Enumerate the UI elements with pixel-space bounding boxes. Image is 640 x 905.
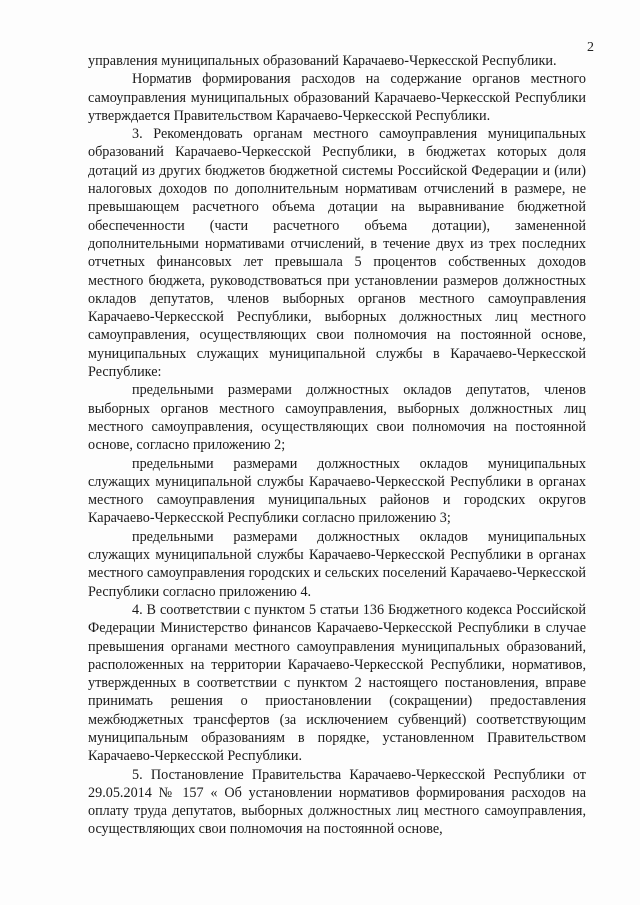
paragraph-item-5: 5. Постановление Правительства Карачаево-Черкесской Республики от 29.05.2014 № 157 « Об установлении нормативов формирования расходов на оплату труда депутатов, выборных должностных лиц местного самоуправления, осуществляющих свои полномочия на постоянной основе, [88, 766, 586, 838]
paragraph-limit-deputies: предельными размерами должностных окладов депутатов, членов выборных органов местного самоуправления, выборных должностных лиц местного самоуправления, осуществляющих свои полномочия на постоянной основе, согласно приложению 2; [88, 382, 586, 454]
document-body [88, 52, 586, 839]
page-number: 2 [587, 40, 594, 55]
paragraph-limit-settlements: предельными размерами должностных окладов муниципальных служащих муниципальной службы Карачаево-Черкесской Республики в органах местного самоуправления городских и сельских поселений Карачаево-Черкесской Республики согласно приложению 4. [88, 528, 586, 600]
paragraph-continuation: управления муниципальных образований Карачаево-Черкесской Республики. [88, 53, 557, 69]
paragraph-item-4: 4. В соответствии с пунктом 5 статьи 136 Бюджетного кодекса Российской Федерации Министерство финансов Карачаево-Черкесской Республики в случае превышения органами местного самоуправления муниципальных образований, расположенных на территории Карачаево-Черкесской Республики, нормативов, утвержденных в соответствии с пунктом 2 настоящего постановления, вправе принимать решения о приостановлении (сокращении) предоставления межбюджетных трансфертов (за исключением субвенций) соответствующим муниципальным образованиям в порядке, установленном Правительством Карачаево-Черкесской Республики. [88, 601, 586, 765]
paragraph-item-3: 3. Рекомендовать органам местного самоуправления муниципальных образований Карачаево-Черкесской Республики, в бюджетах которых доля дотаций из других бюджетов бюджетной системы Российской Федерации и (или) налоговых доходов по дополнительным нормативам отчислений в размере, не превышающем расчетного объема дотации на выравнивание бюджетной обеспеченности (части расчетного объема дотации), замененной дополнительными нормативами отчислений, в течение двух из трех последних отчетных финансовых лет превышала 5 процентов собственных доходов местного бюджета, руководствоваться при установлении размеров должностных окладов депутатов, членов выборных органов местного самоуправления Карачаево-Черкесской Республики, выборных должностных лиц местного самоуправления, осуществляющих свои полномочия на постоянной основе, муниципальных служащих муниципальной службы в Карачаево-Черкесской Республике: [88, 126, 586, 381]
paragraph-limit-districts: предельными размерами должностных окладов муниципальных служащих муниципальной службы Карачаево-Черкесской Республики в органах местного самоуправления муниципальных районов и городских округов Карачаево-Черкесской Республики согласно приложению 3; [88, 455, 586, 527]
paragraph-norm-expenses: Норматив формирования расходов на содержание органов местного самоуправления муниципальных образований Карачаево-Черкесской Республики утверждается Правительством Карачаево-Черкесской Республики. [88, 71, 586, 124]
